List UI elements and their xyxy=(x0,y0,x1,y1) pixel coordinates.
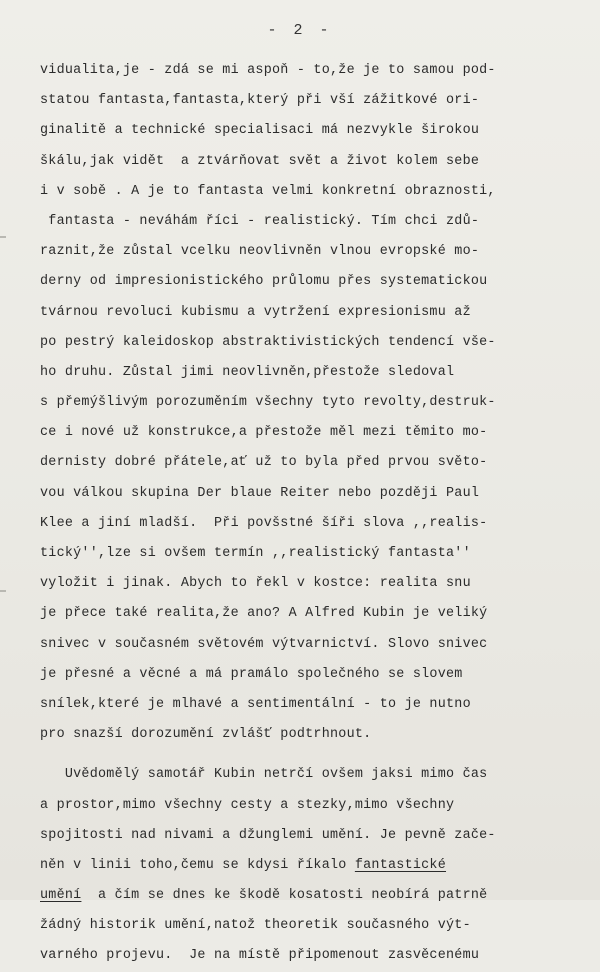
text-line: snivec v současném světovém výtvarnictví. Slovo snivec xyxy=(40,636,488,652)
text-line: spojitosti nad nivami a džunglemi umění. Je pevně zače- xyxy=(40,827,496,843)
text-line: statou fantasta,fantasta,který při vší zážitkové ori- xyxy=(40,93,480,109)
text-line-tail: a čím se dnes ke škodě kosatosti neobírá patrně xyxy=(81,888,488,904)
margin-mark xyxy=(0,590,6,592)
text-line: a prostor,mimo všechny cesty a stezky,mimo všechny xyxy=(40,797,455,813)
body-text xyxy=(40,56,595,972)
text-line: je přece také realita,že ano? A Alfred Kubin je veliký xyxy=(40,606,488,622)
underlined-term: umění xyxy=(40,888,82,904)
text-line: tický'',lze si ovšem termín ,,realistický fantasta'' xyxy=(40,546,471,561)
text-line-head: něn v linii toho,čemu se kdysi říkalo xyxy=(40,857,355,873)
text-line: vou válkou skupina Der blaue Reiter nebo později Paul xyxy=(40,485,480,501)
text-line: ho druhu. Zůstal jimi neovlivněn,přestože sledoval xyxy=(40,364,455,380)
text-line: škálu,jak vidět a ztvárňovat svět a život kolem sebe xyxy=(40,153,480,169)
text-line: žádný historik umění,natož theoretik současného výt- xyxy=(40,918,471,934)
text-line: vidualita,je - zdá se mi aspoň - to,že je to samou pod- xyxy=(40,63,496,78)
text-line: snílek,které je mlhavé a sentimentální - to je nutno xyxy=(40,696,471,712)
text-line: vyložit i jinak. Abych to řekl v kostce: realita snu xyxy=(40,576,471,592)
text-line: je přesné a věcné a má pramálo společného se slovem xyxy=(40,666,463,682)
text-line: fantasta - neváhám říci - realistický. Tím chci zdů- xyxy=(40,213,480,229)
text-line: derny od impresionistického průlomu přes systematickou xyxy=(40,274,488,290)
text-line: ginalitě a technické specialisaci má nezvykle širokou xyxy=(40,123,480,139)
text-line xyxy=(40,851,595,881)
underlined-term: fantastické xyxy=(354,857,447,873)
text-line: raznit,že zůstal vcelku neovlivněn vlnou evropské mo- xyxy=(40,244,480,260)
margin-mark xyxy=(0,236,6,238)
page-number: - 2 - xyxy=(267,22,333,39)
text-line: ce i nové už konstrukce,a přestože měl mezi těmito mo- xyxy=(40,425,488,441)
text-line: dernisty dobré přátele,ať už to byla před prvou světo- xyxy=(40,455,488,471)
text-line xyxy=(40,881,595,911)
text-line: s přemýšlivým porozuměním všechny tyto revolty,destruk- xyxy=(40,395,496,411)
text-line: varného projevu. Je na místě připomenout zasvěcenému xyxy=(40,948,480,964)
text-line: po pestrý kaleidoskop abstraktivistických tendencí vše- xyxy=(40,334,496,350)
text-line: Uvědomělý samotář Kubin netrčí ovšem jaksi mimo čas xyxy=(40,767,488,783)
text-line: Klee a jiní mladší. Při povšstné šíři slova ,,realis- xyxy=(40,515,488,531)
text-line: tvárnou revoluci kubismu a vytržení expresionismu až xyxy=(40,304,471,320)
text-line: pro snazší dorozumění zvlášť podtrhnout. xyxy=(40,727,372,743)
text-line: i v sobě . A je to fantasta velmi konkretní obraznosti, xyxy=(40,183,496,199)
